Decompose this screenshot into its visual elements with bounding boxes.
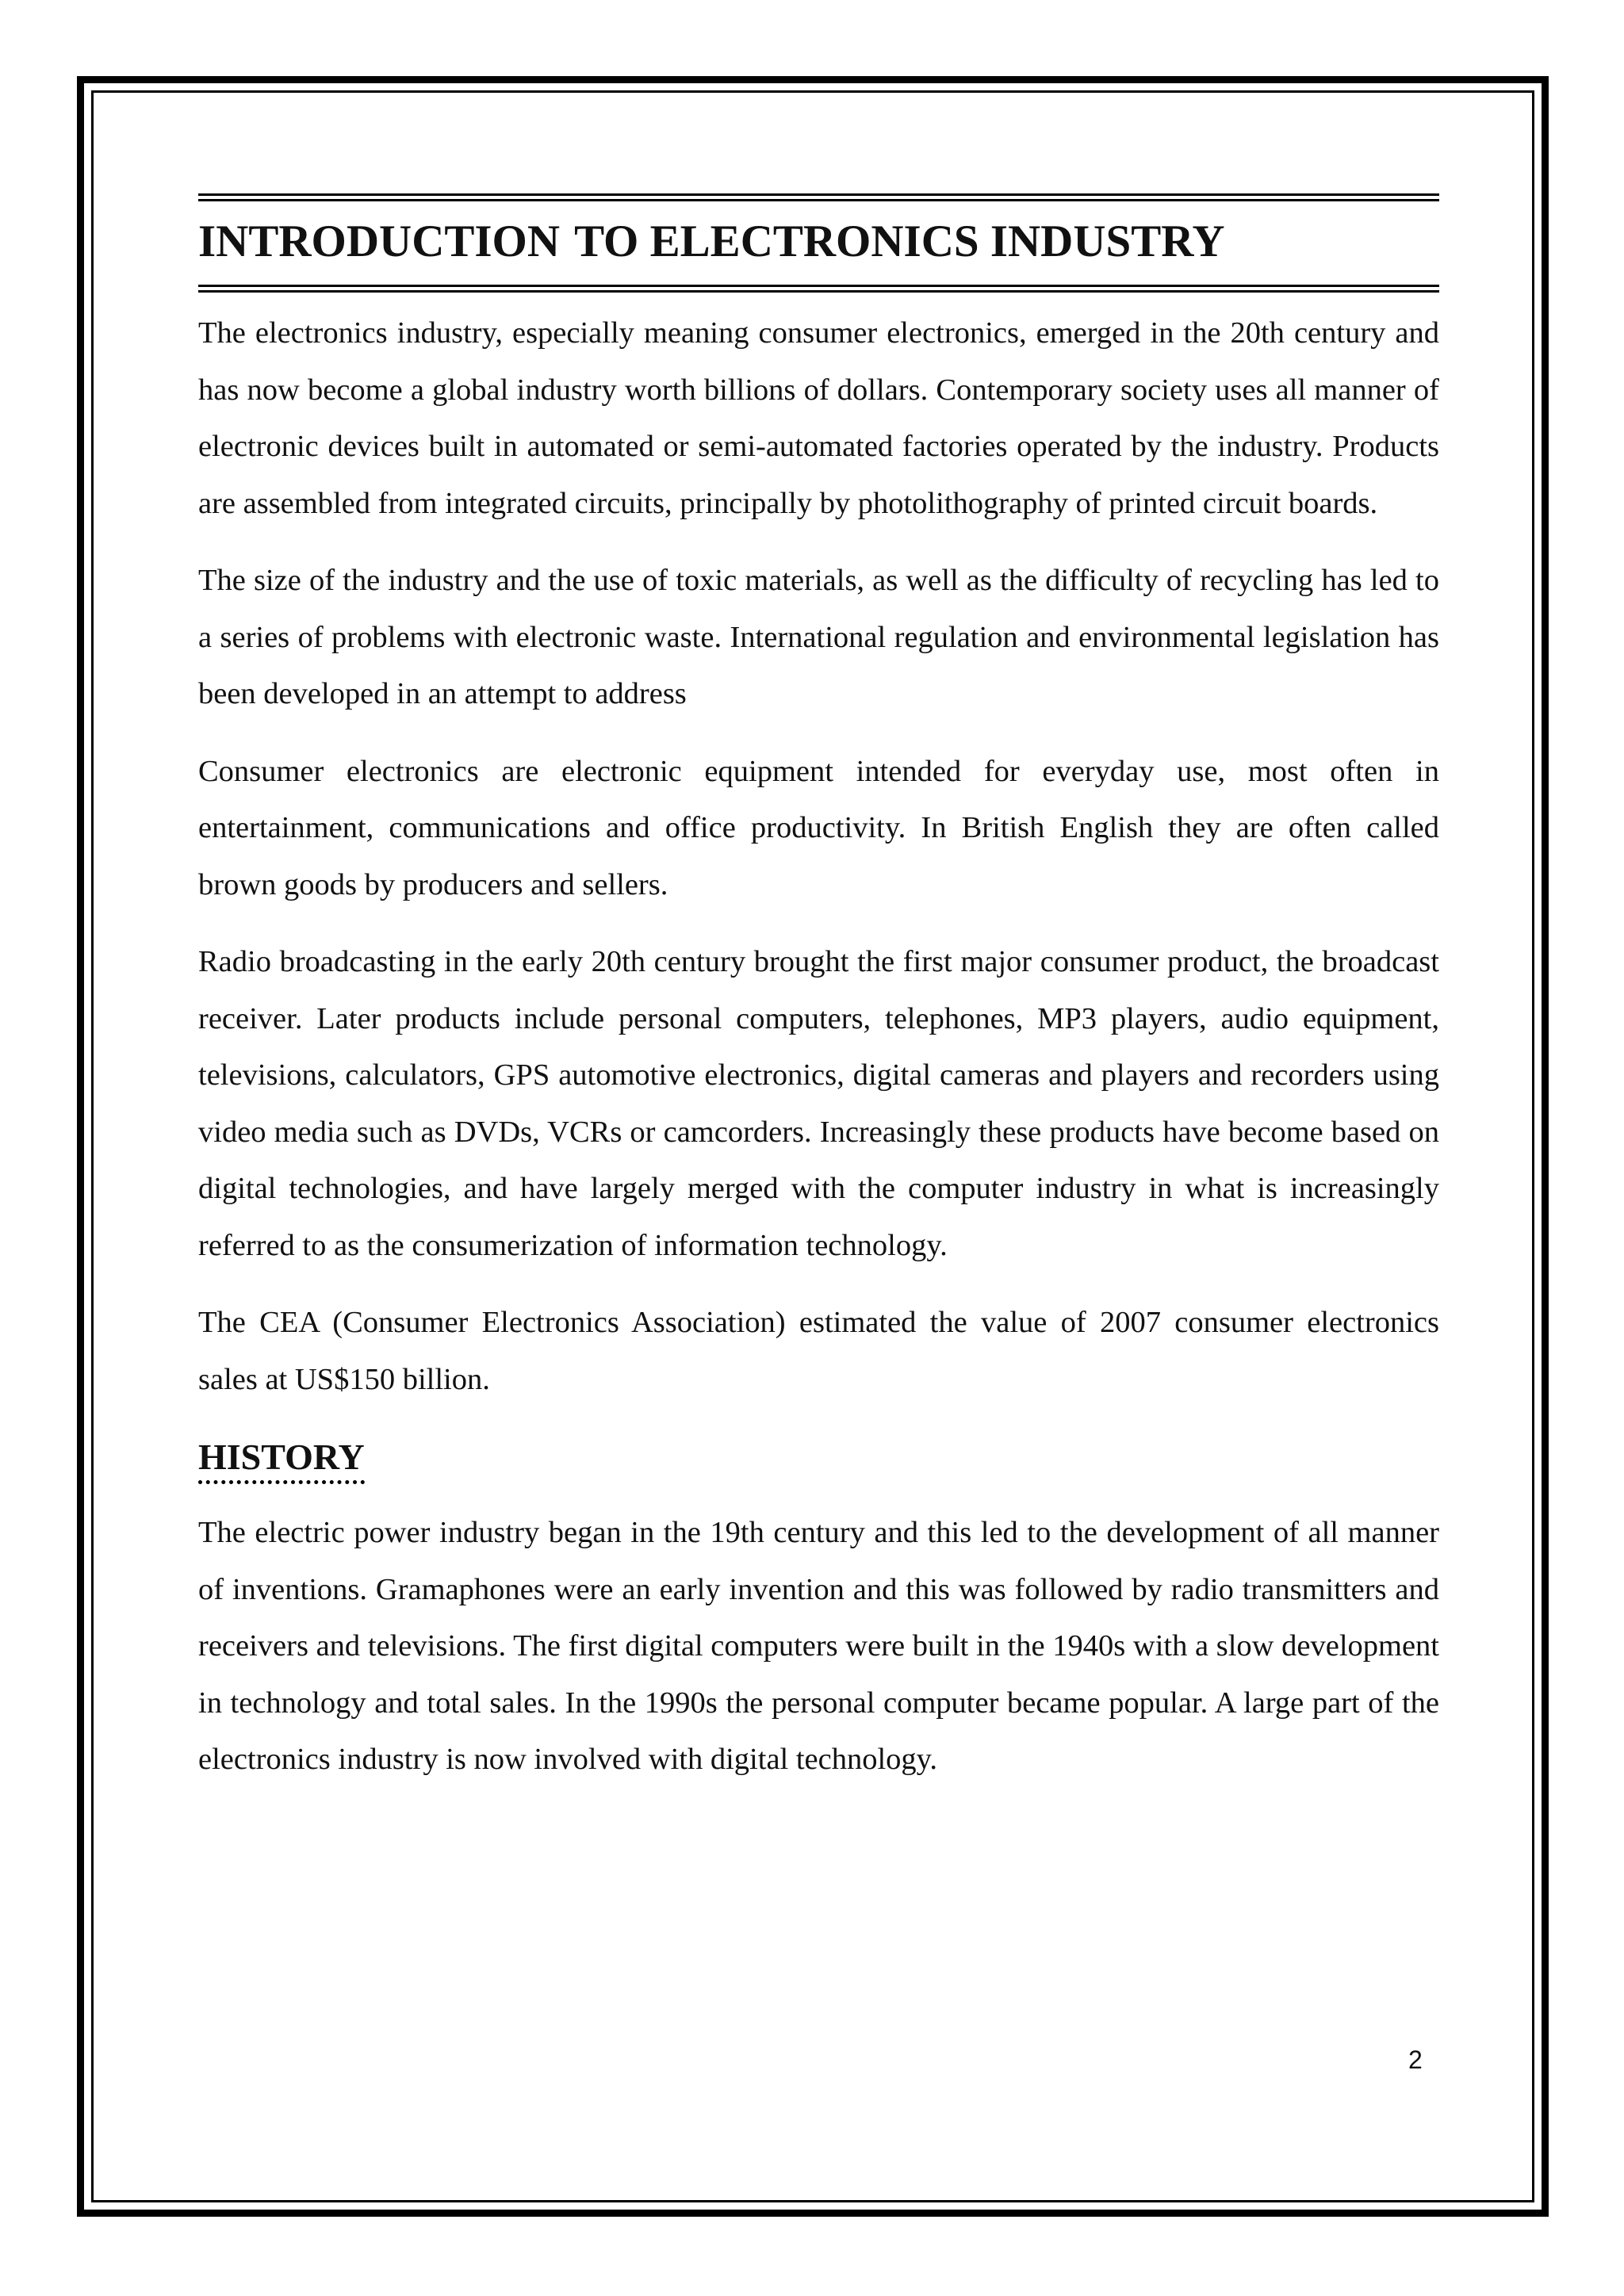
paragraph-cea: The CEA (Consumer Electronics Association) estimated the value of 2007 consumer electronics sales at US$150 billion.	[198, 1306, 1439, 1396]
paragraph-radio-broadcasting: Radio broadcasting in the early 20th century brought the first major consumer product, the broadcast receiver. Later products include personal computers, telephones, MP3 players, audio equipment, televisions, calculators, GPS automotive electronics, digital cameras and players and recorders using video media such as DVDs, VCRs or camcorders. Increasingly these products have become based on digital technologies, and have largely merged with the computer industry in what is increasingly referred to as the consumerization of information technology.	[198, 945, 1439, 1262]
page-number: 2	[1408, 2045, 1423, 2074]
title-rule-top	[198, 193, 1439, 201]
page-title	[198, 216, 1439, 266]
section-heading-history: HISTORY	[198, 1435, 365, 1484]
page-content	[198, 193, 1439, 1789]
paragraph-consumer-electronics: Consumer electronics are electronic equipment intended for everyday use, most often in entertainment, communications and office productivity. In British English they are often called brown goods by producers and sellers.	[198, 754, 1439, 901]
paragraph-intro: The electronics industry, especially meaning consumer electronics, emerged in the 20th century and has now become a global industry worth billions of dollars. Contemporary society uses all manner of electronic devices built in automated or semi-automated factories operated by the industry. Products are assembled from integrated circuits, principally by photolithography of printed circuit boards.	[198, 316, 1439, 520]
page-title-part1: INTRODUCTION	[198, 216, 561, 266]
paragraph-history: The electric power industry began in the 19th century and this led to the development of all manner of inventions. Gramaphones were an early invention and this was followed by radio transmitters and receivers and televisions. The first digital computers were built in the 1940s with a slow development in technology and total sales. In the 1990s the personal computer became popular. A large part of the electronics industry is now involved with digital technology.	[198, 1516, 1439, 1777]
title-rule-bottom	[198, 285, 1439, 293]
page-title-part2: TO ELECTRONICS INDUSTRY	[574, 216, 1225, 266]
paragraph-waste: The size of the industry and the use of toxic materials, as well as the difficulty of recycling has led to a series of problems with electronic waste. International regulation and environmental legislation has been developed in an attempt to address	[198, 564, 1439, 710]
